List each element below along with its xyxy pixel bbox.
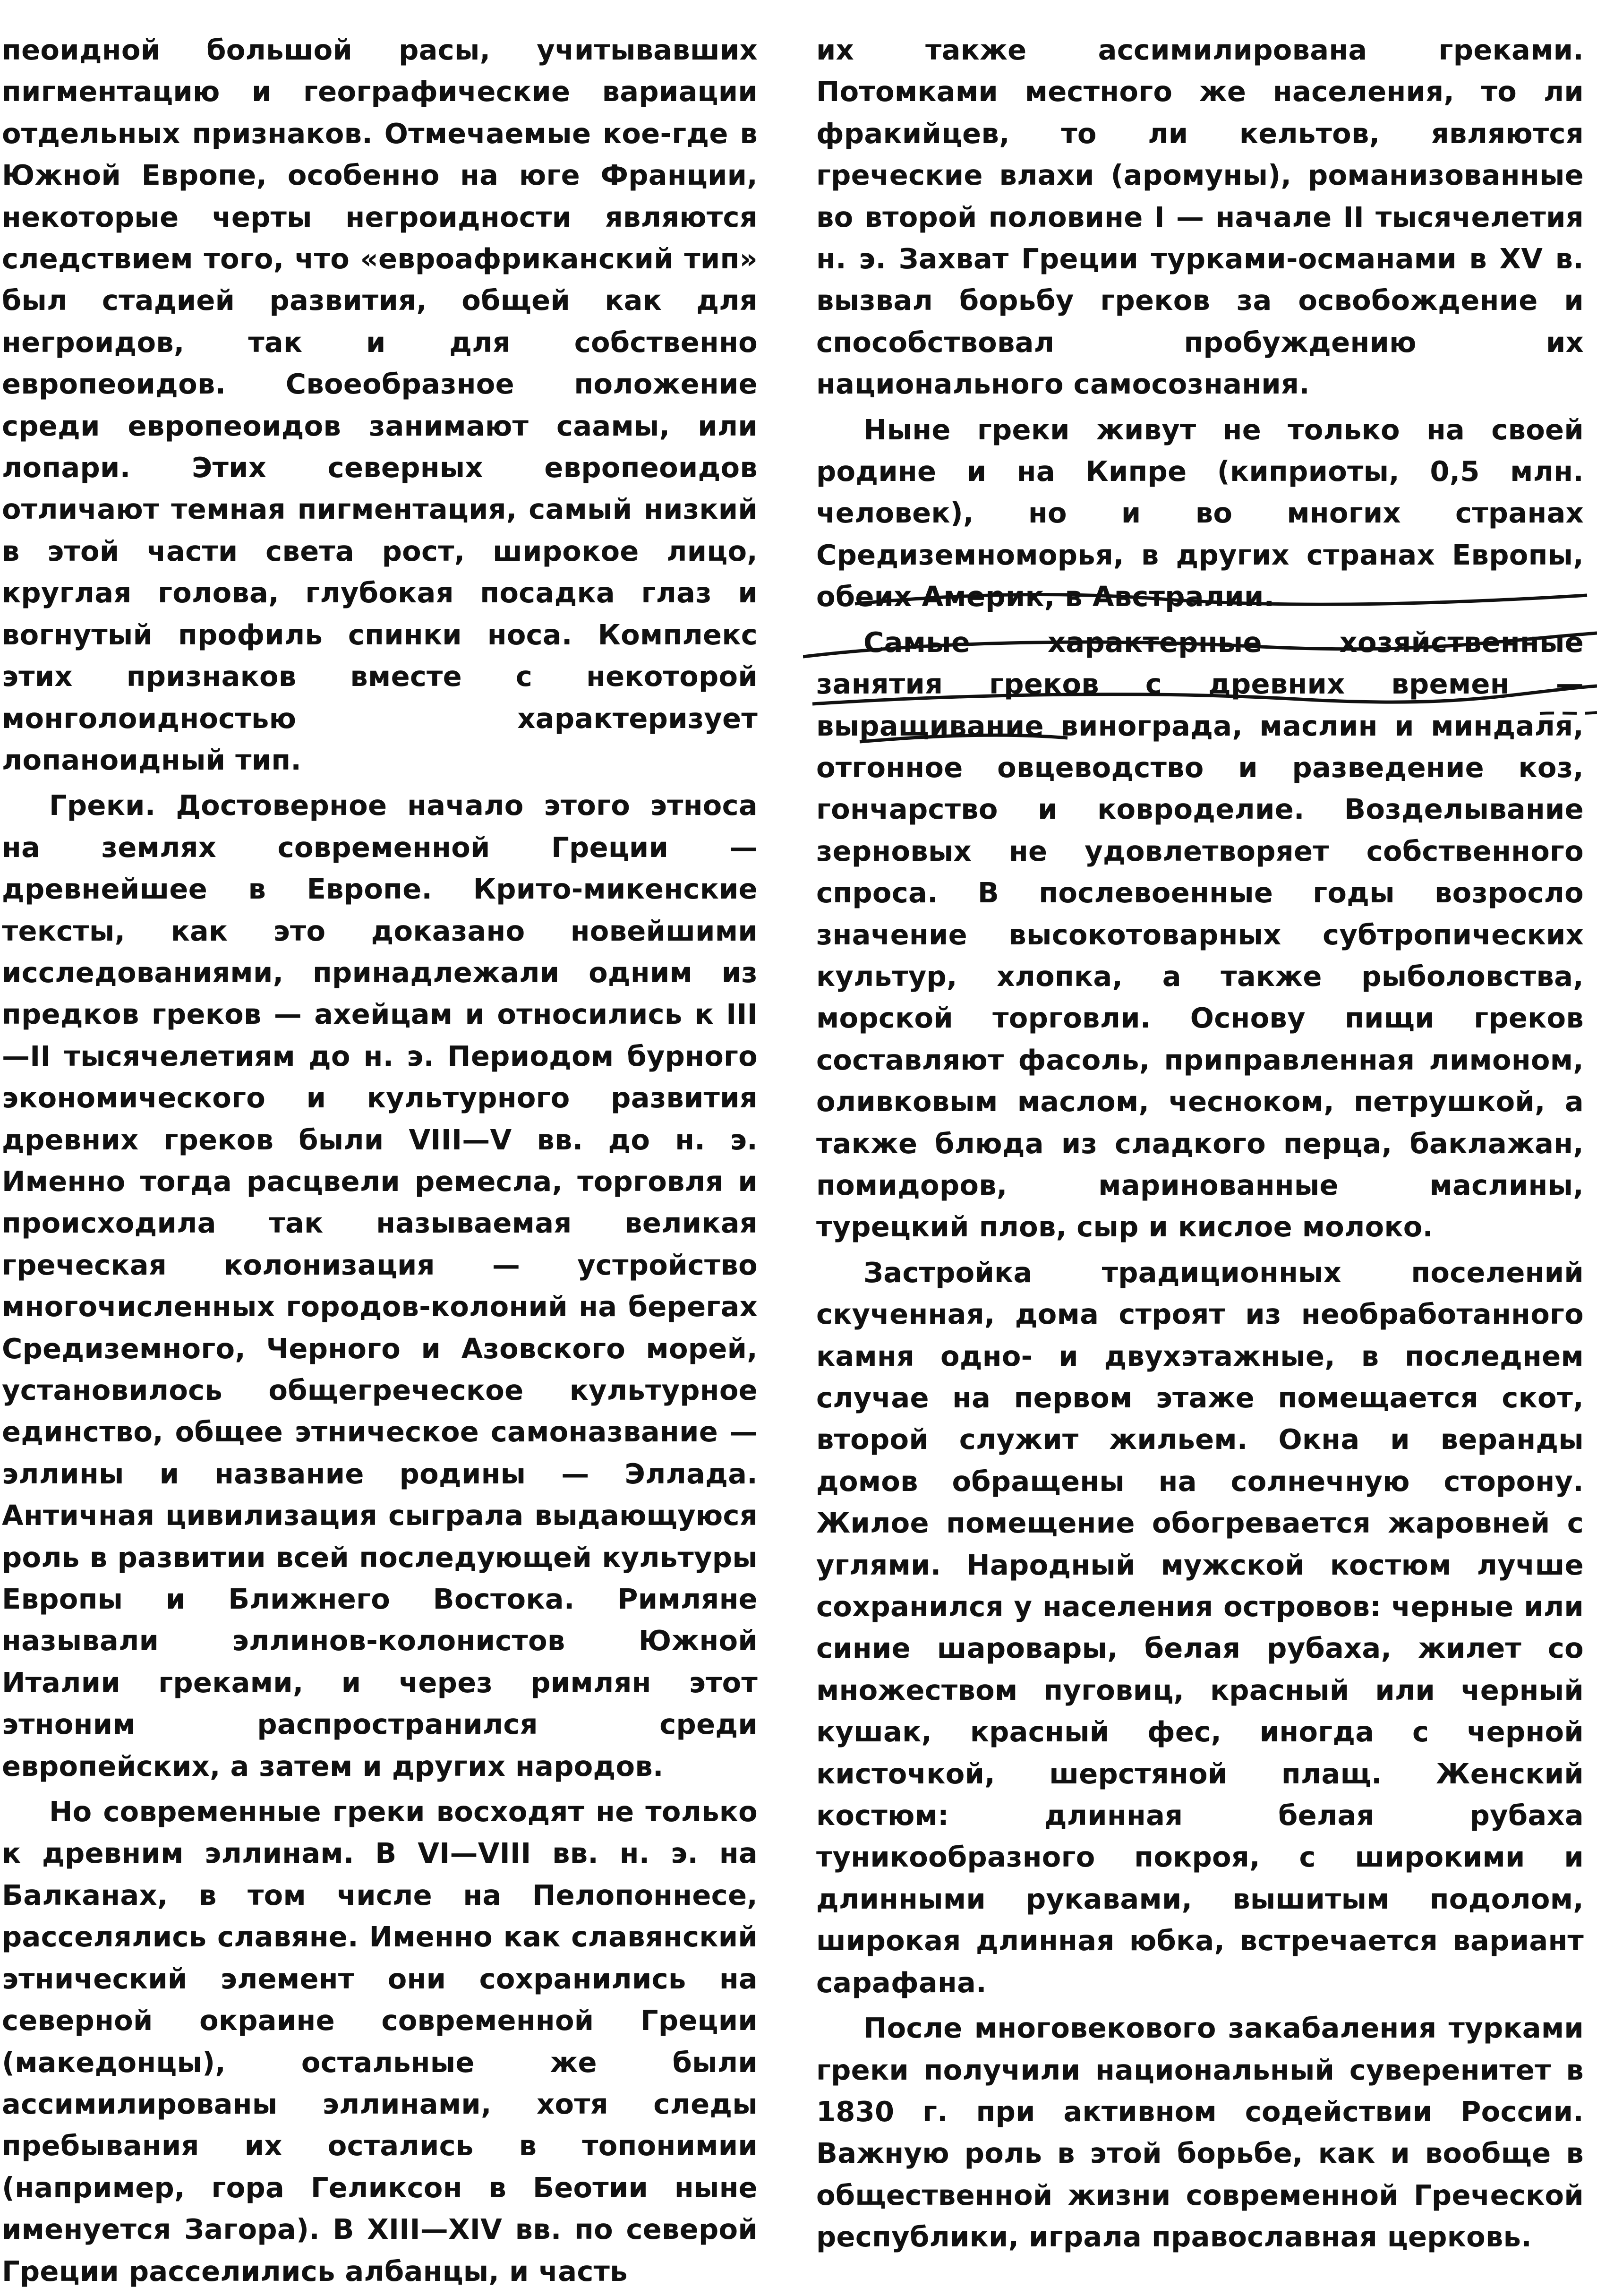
paragraph-modern-greeks: Но современные греки восходят не только к древним эллинам. В VI—VIII вв. н. э. на Балканах, в том числе на Пелопоннесе, расселялись славяне. Именно как славянский этнический элемент они сохранились на северной окраине современной Греции (македонцы), остальные же были ассимилированы эллинами, хотя следы пребывания их остались в топонимии (например, гора Геликсон в Беотии ныне именуется Загора). В XIII—XIV вв. по северой Греции расселились албанцы, и часть xyxy=(2,1795,758,2287)
paragraph-settlements-costume: Застройка традиционных поселений скученная, дома строят из необработанного камня одно- и двухэтажные, в последнем случае на первом этаже помещается скот, второй служит жильем. Окна и веранды домов обращены на солнечную сторону. Жилое помещение обогревается жаровней с углями. Народный мужской костюм лучше сохранился у населения островов: черные или синие шаровары, белая рубаха, жилет со множеством пуговиц, красный или черный кушак, красный фес, иногда с черной кисточкой, шерстяной плащ. Женский костюм: длинная белая рубаха туникообразного покроя, с широкими и длинными рукавами, вышитым подолом, широкая длинная юбка, встречается вариант сарафана. xyxy=(816,1256,1584,1999)
paragraph-diaspora: Ныне греки живут не только на своей родине и на Кипре (киприоты, 0,5 млн. человек), но и во многих странах Средиземноморья, в других странах Европы, обеих Америк, в Австралии. xyxy=(816,413,1584,613)
paragraph-economy: Самые характерные хозяйственные занятия греков с древних времен — выращивание винограда, маслин и миндаля, отгонное овцеводство и разведение коз, гончарство и ковроделие. Возделывание зерновых не удовлетворяет собственного спроса. В послевоенные годы возросло значение высокотоварных субтропических культур, хлопка, а также рыболовства, морской торговли. Основу пищи греков составляют фасоль, приправленная лимоном, оливковым маслом, чесноком, петрушкой, а также блюда из сладкого перца, баклажан, помидоров, маринованные маслины, турецкий плов, сыр и кислое молоко. xyxy=(816,625,1584,1243)
paragraph-greeks-origin xyxy=(2,785,758,1787)
paragraph-greeks-origin-text: Достоверное начало этого этноса на землях современной Греции — древнейшее в Европе. Крито-микенские тексты, как это доказано новейшими исследованиями, принадлежали одним из предков греков — ахейцам и относились к III—II тысячелетиям до н. э. Периодом бурного экономического и культурного развития древних греков были VIII—V вв. до н. э. Именно тогда расцвели ремесла, торговля и происходила так называемая великая греческая колонизация — устройство многочисленных городов-колоний на берегах Средиземного, Черного и Азовского морей, установилось общегреческое культурное единство, общее этническое самоназвание — эллины и название родины — Эллада. Античная цивилизация сыграла выдающуюся роль в развитии всей последующей культуры Европы и Ближнего Востока. Римляне называли эллинов-колонистов Южной Италии греками, и через римлян этот этноним распространился среди европейских, а затем и других народов. xyxy=(2,789,758,1782)
right-column xyxy=(816,29,1584,2262)
paragraph-sovereignty: После многовекового закабаления турками греки получили национальный суверенитет в 1830 г. при активном содействии России. Важную роль в этой борьбе, как и вообще в общественной жизни современной Греческой республики, играла православная церковь. xyxy=(816,2012,1584,2253)
paragraph-assimilation: их также ассимилирована греками. Потомками местного же населения, то ли фракийцев, то ли кельтов, являются греческие влахи (аромуны), романизованные во второй половине I — начале II тысячелетия н. э. Захват Греции турками-османами в XV в. вызвал борьбу греков за освобождение и способствовал пробуждению их национального самосознания. xyxy=(816,34,1584,401)
left-column xyxy=(2,29,758,2296)
section-heading-greeks: Греки. xyxy=(49,789,156,822)
paragraph-europeoids: пеоидной большой расы, учитывавших пигментацию и географические вариации отдельных признаков. Отмечаемые кое-где в Южной Европе, особенно на юге Франции, некоторые черты негроидности являются следствием того, что «евроафриканский тип» был стадией развития, общей как для негроидов, так и для собственно европеоидов. Своеобразное положение среди европеоидов занимают саамы, или лопари. Этих северных европеоидов отличают темная пигментация, самый низкий в этой части света рост, широкое лицо, круглая голова, глубокая посадка глаз и вогнутый профиль спинки носа. Комплекс этих признаков вместе с некоторой монголоидностью характеризует лопаноидный тип. xyxy=(2,34,758,776)
